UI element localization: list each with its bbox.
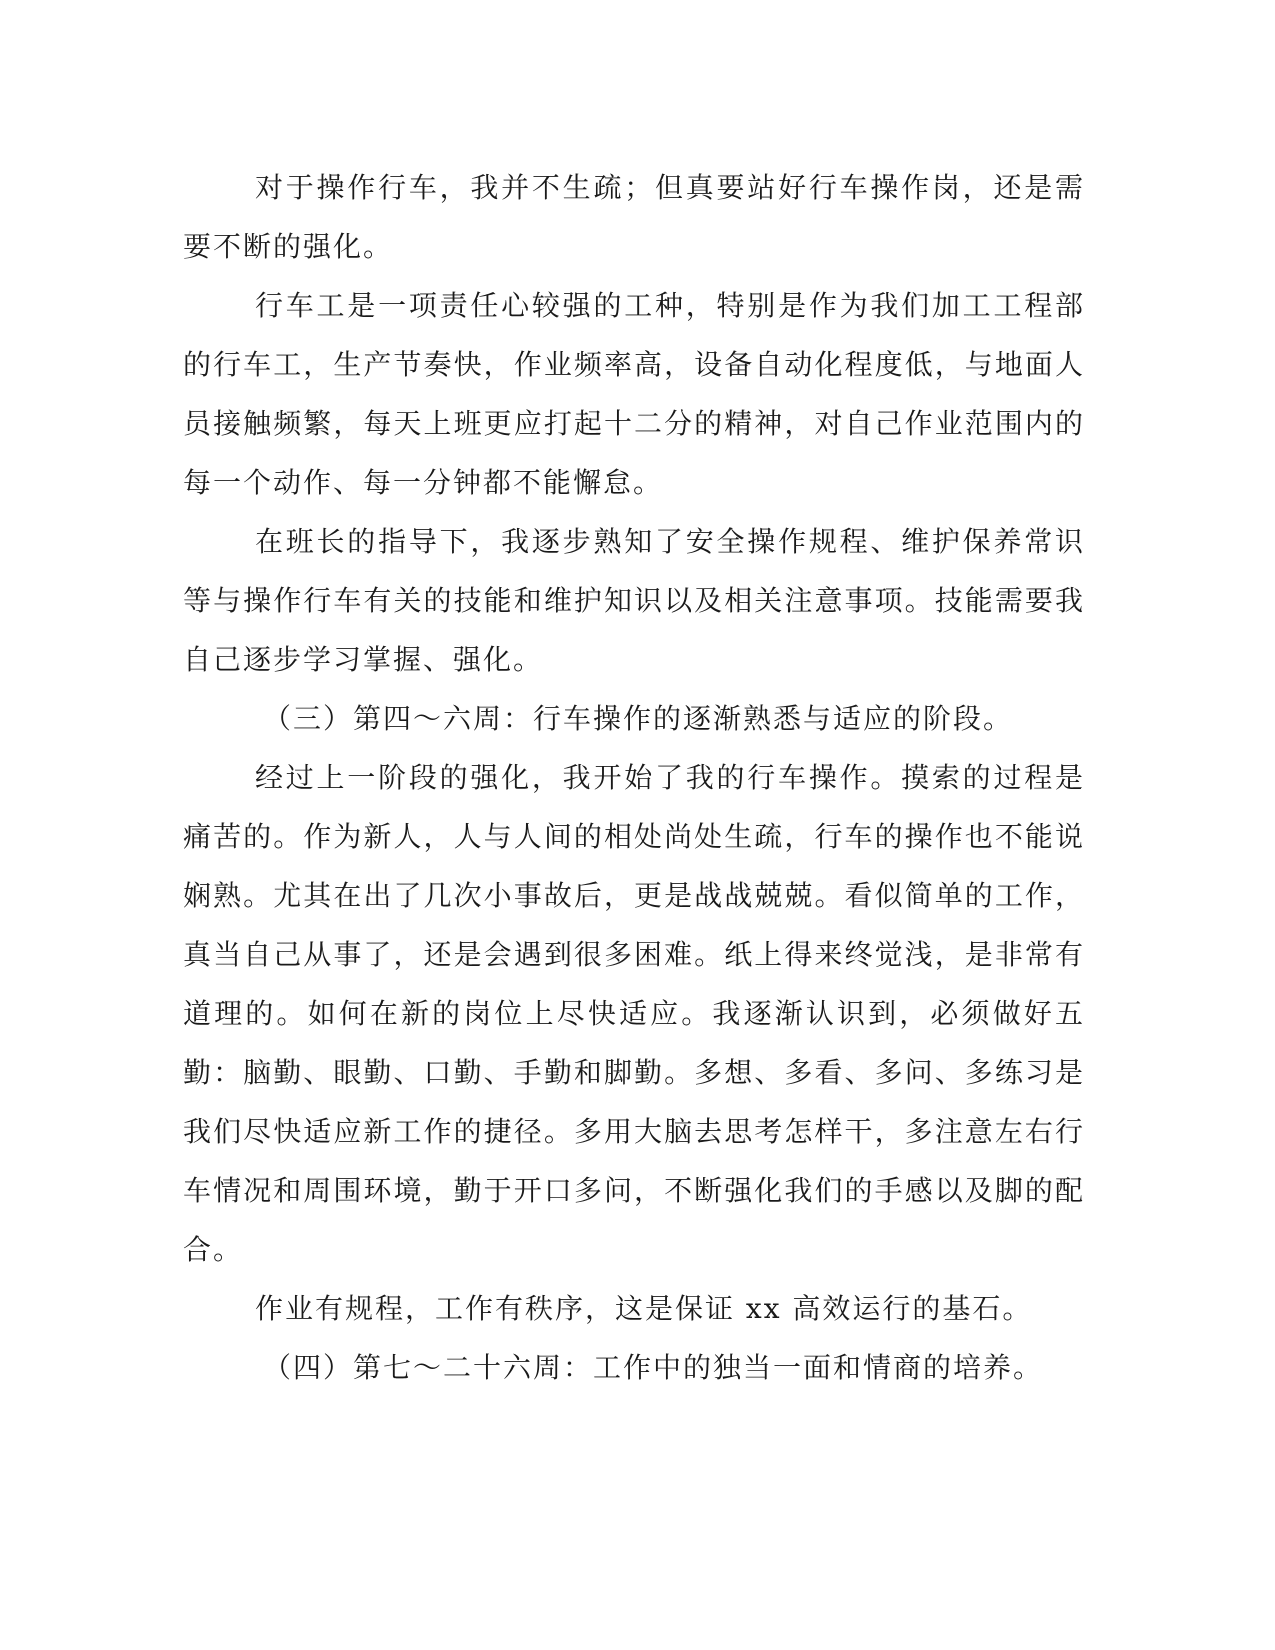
section-heading-weeks-7-26: （四）第七～二十六周：工作中的独当一面和情商的培养。 — [263, 1351, 1044, 1384]
paragraph-learning-operation: 经过上一阶段的强化，我开始了我的行车操作。摸索的过程是痛苦的。作为新人，人与人间的相处尚处生疏，行车的操作也不能说娴熟。尤其在出了几次小事故后，更是战战兢兢。看似简单的工作，真当自己从事了，还是会遇到很多困难。纸上得来终觉浅，是非常有道理的。如何在新的岗位上尽快适应。我逐渐认识到，必须做好五勤：脑勤、眼勤、口勤、手勤和脚勤。多想、多看、多问、多练习是我们尽快适应新工作的捷径。多用大脑去思考怎样干，多注意左右行车情况和周围环境，勤于开口多问，不断强化我们的手感以及脚的配合。 — [183, 761, 1085, 1266]
section-heading-weeks-4-6: （三）第四～六周：行车操作的逐渐熟悉与适应的阶段。 — [263, 702, 1014, 735]
document-body — [183, 158, 1085, 1397]
paragraph-team-leader-guidance: 在班长的指导下，我逐步熟知了安全操作规程、维护保养常识等与操作行车有关的技能和维护知识以及相关注意事项。技能需要我自己逐步学习掌握、强化。 — [183, 525, 1085, 676]
paragraph-operating-crane: 对于操作行车，我并不生疏；但真要站好行车操作岗，还是需要不断的强化。 — [183, 171, 1085, 263]
paragraph-rules-and-order: 作业有规程，工作有秩序，这是保证 xx 高效运行的基石。 — [255, 1292, 1033, 1325]
paragraph-crane-worker-duty: 行车工是一项责任心较强的工种，特别是作为我们加工工程部的行车工，生产节奏快，作业频率高，设备自动化程度低，与地面人员接触频繁，每天上班更应打起十二分的精神，对自己作业范围内的每一个动作、每一分钟都不能懈怠。 — [183, 289, 1085, 499]
